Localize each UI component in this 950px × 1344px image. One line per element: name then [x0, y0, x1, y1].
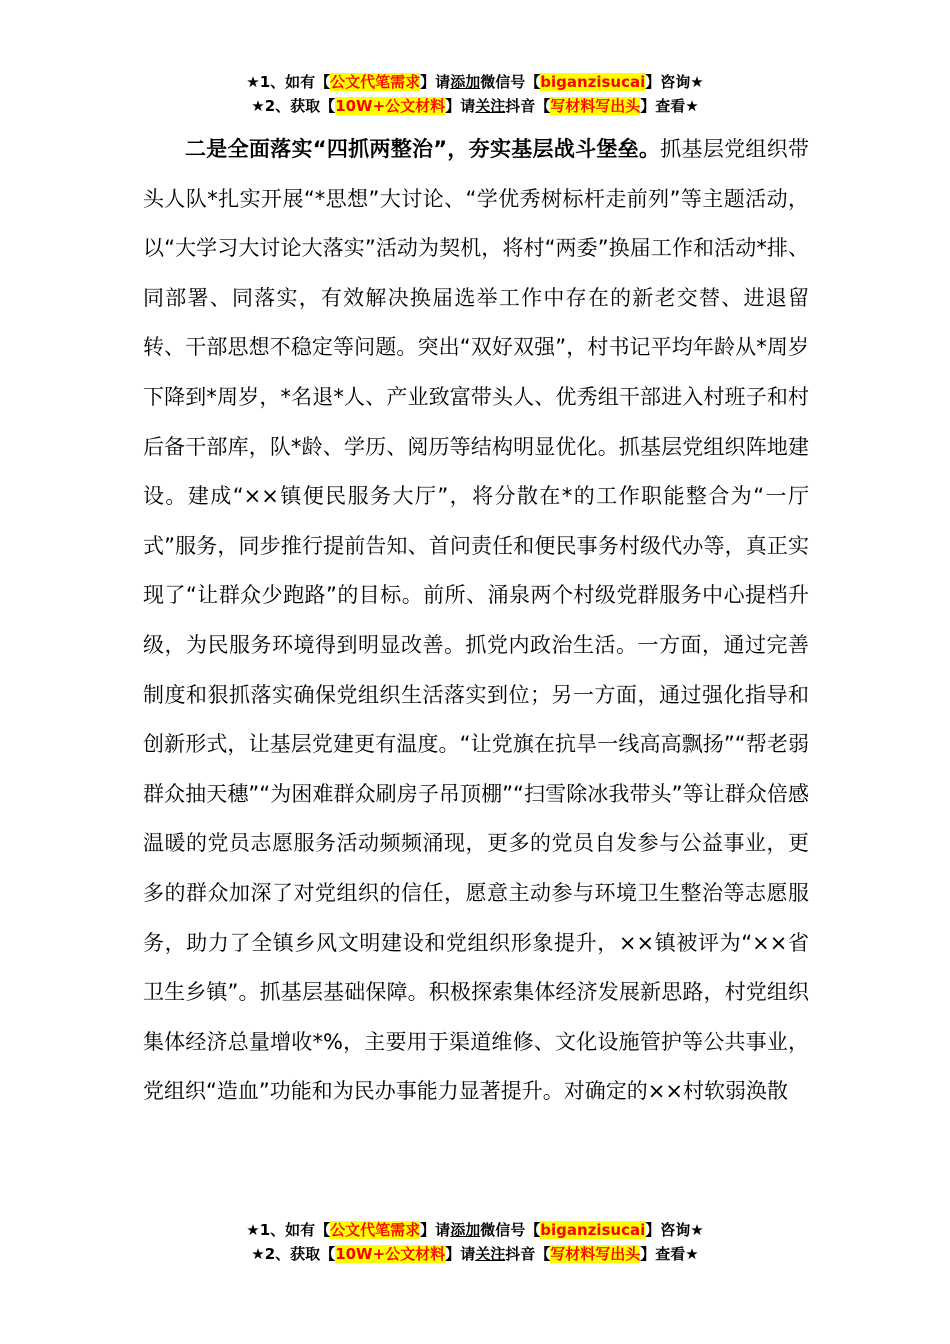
- highlight-service: 公文代笔需求: [330, 73, 421, 91]
- banner-text: 微信号【: [480, 1221, 541, 1239]
- highlight-wechat-id: biganzisucai: [540, 73, 646, 91]
- highlight-service: 公文代笔需求: [330, 1221, 421, 1239]
- highlight-materials: 10W+公文材料: [335, 97, 446, 115]
- banner-text: 】请: [445, 97, 476, 115]
- highlight-douyin-account: 写材料写出头: [550, 97, 641, 115]
- banner-text: 】咨询★: [645, 1221, 704, 1239]
- banner-text: 】请: [445, 1245, 476, 1263]
- underlined-text: 关注: [475, 97, 506, 115]
- banner-text: ★2、获取【: [251, 1245, 336, 1263]
- banner-text: ★2、获取【: [251, 97, 336, 115]
- banner-text: 】咨询★: [645, 73, 704, 91]
- banner-text: ★1、如有【: [246, 1221, 331, 1239]
- underlined-text: 添加: [450, 1221, 481, 1239]
- banner-text: ★1、如有【: [246, 73, 331, 91]
- banner-text: 】查看★: [640, 1245, 699, 1263]
- underlined-text: 添加: [450, 73, 481, 91]
- banner-line-2: [0, 94, 950, 118]
- banner-line-1: [0, 1218, 950, 1242]
- highlight-materials: 10W+公文材料: [335, 1245, 446, 1263]
- banner-text: 抖音【: [505, 1245, 551, 1263]
- paragraph-lead: 二是全面落实“四抓两整治”，夯实基层战斗堡垒。: [185, 137, 661, 161]
- banner-text: 】请: [420, 73, 451, 91]
- banner-text: 】查看★: [640, 97, 699, 115]
- paragraph-text: 抓基层党组织带头人队*扎实开展“*思想”大讨论、“学优秀树标杆走前列”等主题活动，以“大学习大讨论大落实”活动为契机，将村“两委”换届工作和活动*排、同部署、同落实，有效解决换届选举工作中存在的新老交替、进退留转、干部思想不稳定等问题。突出“双好双强”，村书记平均年龄从*周岁下降到*周岁，*名退*人、产业致富带头人、优秀组干部进入村班子和村后备干部库，队*龄、学历、阅历等结构明显优化。抓基层党组织阵地建设。建成“××镇便民服务大厅”，将分散在*的工作职能整合为“一厅式”服务，同步推行提前告知、首问责任和便民事务村级代办等，真正实现了“让群众少跑路”的目标。前所、涌泉两个村级党群服务中心提档升级，为民服务环境得到明显改善。抓党内政治生活。一方面，通过完善制度和狠抓落实确保党组织生活落实到位；另一方面，通过强化指导和创新形式，让基层党建更有温度。“让党旗在抗旱一线高高飘扬”“帮老弱群众抽天穗”“为困难群众刷房子吊顶棚”“扫雪除冰我带头”等让群众倍感温暖的党员志愿服务活动频频涌现，更多的党员自发参与公益事业，更多的群众加深了对党组织的信任，愿意主动参与环境卫生整治等志愿服务，助力了全镇乡风文明建设和党组织形象提升，××镇被评为“××省卫生乡镇”。抓基层基础保障。积极探索集体经济发展新思路，村党组织集体经济总量增收*%，主要用于渠道维修、文化设施管护等公共事业，党组织“造血”功能和为民办事能力显著提升。对确定的××村软弱涣散: [143, 137, 810, 1104]
- bottom-banner: [0, 1218, 950, 1266]
- body-paragraph: [143, 125, 809, 1117]
- banner-line-2: [0, 1242, 950, 1266]
- banner-text: 微信号【: [480, 73, 541, 91]
- highlight-wechat-id: biganzisucai: [540, 1221, 646, 1239]
- highlight-douyin-account: 写材料写出头: [550, 1245, 641, 1263]
- underlined-text: 关注: [475, 1245, 506, 1263]
- banner-text: 】请: [420, 1221, 451, 1239]
- top-banner: [0, 70, 950, 118]
- banner-text: 抖音【: [505, 97, 551, 115]
- banner-line-1: [0, 70, 950, 94]
